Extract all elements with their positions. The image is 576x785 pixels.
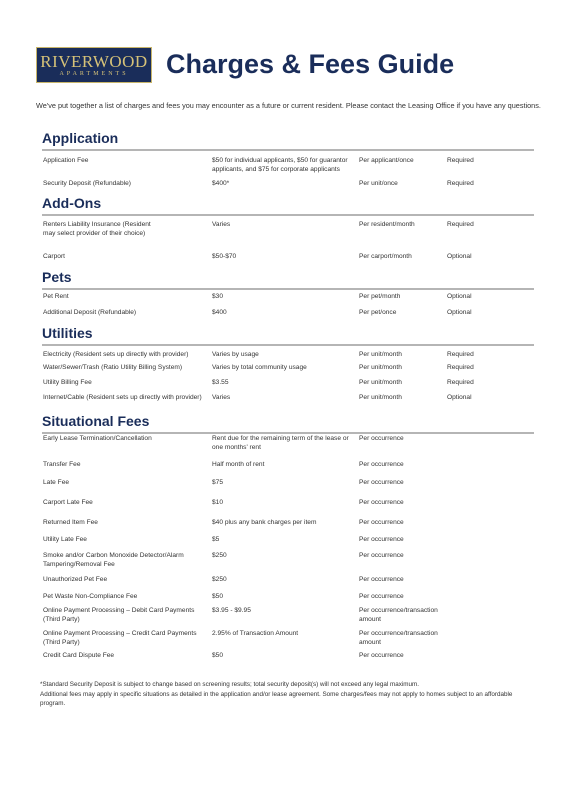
- fee-frequency: Per occurrence: [359, 552, 404, 559]
- fee-frequency: Per carport/month: [359, 253, 412, 260]
- section-title: Utilities: [42, 325, 93, 341]
- section-divider: [42, 149, 534, 151]
- fee-name: Application Fee: [43, 157, 89, 164]
- fee-status: Required: [447, 180, 474, 187]
- fee-name: Carport Late Fee: [43, 499, 93, 506]
- footnote-security-deposit: *Standard Security Deposit is subject to change based on screening results; total security deposit(s) will not exceed any legal maximum.: [40, 681, 420, 688]
- fee-name: Carport: [43, 253, 65, 260]
- fee-frequency: Per occurrence: [359, 576, 404, 583]
- fee-amount: $50 for individual applicants, $50 for guarantor applicants, and $75 for corporate applicants: [212, 157, 348, 173]
- section-title: Situational Fees: [42, 413, 150, 429]
- fee-amount: Varies by total community usage: [212, 364, 307, 371]
- fee-amount: Rent due for the remaining term of the lease or one months' rent: [212, 435, 349, 451]
- fee-status: Required: [447, 351, 474, 358]
- footnote-additional-fees: Additional fees may apply in specific situations as detailed in the application and/or lease agreement. Some charges/fees may not apply to homes subject to an affordable program.: [40, 691, 513, 707]
- fee-status: Optional: [447, 309, 472, 316]
- fee-amount: $75: [212, 479, 224, 486]
- fee-frequency: Per pet/month: [359, 293, 401, 300]
- fee-frequency: Per occurrence: [359, 435, 404, 442]
- fee-amount: 2.95% of Transaction Amount: [212, 630, 299, 637]
- fee-status: Optional: [447, 394, 472, 401]
- fee-frequency: Per pet/once: [359, 309, 397, 316]
- section-divider: [42, 214, 534, 216]
- fee-amount: Varies: [212, 221, 231, 228]
- fee-name: Utility Late Fee: [43, 536, 87, 543]
- fee-frequency: Per unit/month: [359, 364, 402, 371]
- fee-amount: $30: [212, 293, 224, 300]
- fee-name: Smoke and/or Carbon Monoxide Detector/Alarm Tampering/Removal Fee: [43, 552, 184, 568]
- fee-amount: Varies: [212, 394, 231, 401]
- fee-name: Online Payment Processing – Credit Card Payments (Third Party): [43, 630, 197, 646]
- section-title: Add-Ons: [42, 195, 102, 211]
- fee-amount: $5: [212, 536, 220, 543]
- fee-name: Renters Liability Insurance (Resident may select provider of their choice): [43, 221, 151, 237]
- fee-amount: Varies by usage: [212, 351, 259, 358]
- fee-name: Returned Item Fee: [43, 519, 98, 526]
- fee-name: Pet Waste Non-Compliance Fee: [43, 593, 138, 600]
- fee-name: Pet Rent: [43, 293, 69, 300]
- section-title: Application: [42, 130, 119, 146]
- fee-frequency: Per resident/month: [359, 221, 415, 228]
- logo-subtitle: APARTMENTS: [59, 70, 129, 77]
- fee-amount: Half month of rent: [212, 461, 265, 468]
- section-divider: [42, 288, 534, 290]
- intro-text: We've put together a list of charges and fees you may encounter as a future or current resident. Please contact the Leasing Office if you have any questions.: [36, 101, 541, 110]
- fee-amount: $50: [212, 652, 224, 659]
- page-title: Charges & Fees Guide: [166, 49, 455, 79]
- fee-amount: $50: [212, 593, 224, 600]
- section-title: Pets: [42, 269, 72, 285]
- fee-amount: $250: [212, 552, 227, 559]
- fee-frequency: Per occurrence: [359, 499, 404, 506]
- fee-name: Unauthorized Pet Fee: [43, 576, 108, 583]
- fee-frequency: Per applicant/once: [359, 157, 414, 164]
- logo-wordmark: RIVERWOOD: [40, 51, 148, 71]
- fee-name: Utility Billing Fee: [43, 379, 92, 386]
- section-utilities: [42, 325, 534, 346]
- fee-name: Late Fee: [43, 479, 70, 486]
- fee-name: Transfer Fee: [43, 461, 81, 468]
- fee-frequency: Per occurrence: [359, 593, 404, 600]
- fee-amount: $3.95 - $9.95: [212, 607, 251, 614]
- fee-name: Water/Sewer/Trash (Ratio Utility Billing System): [43, 364, 183, 371]
- fee-status: Required: [447, 364, 474, 371]
- section-application: [42, 130, 534, 151]
- fee-status: Required: [447, 379, 474, 386]
- fee-frequency: Per occurrence/transaction amount: [359, 607, 438, 623]
- fee-frequency: Per unit/once: [359, 180, 398, 187]
- section-add-ons: [42, 195, 534, 216]
- fee-amount: $250: [212, 576, 227, 583]
- section-situational-fees: [42, 413, 534, 434]
- fee-amount: $50-$70: [212, 253, 237, 260]
- fee-amount: $400*: [212, 180, 230, 187]
- fee-name: Internet/Cable (Resident sets up directly with provider): [43, 394, 202, 401]
- fee-amount: $400: [212, 309, 227, 316]
- fee-name: Electricity (Resident sets up directly with provider): [43, 351, 189, 358]
- fee-frequency: Per unit/month: [359, 379, 402, 386]
- section-divider: [42, 432, 534, 434]
- section-divider: [42, 344, 534, 346]
- fee-name: Security Deposit (Refundable): [43, 180, 131, 187]
- fee-frequency: Per unit/month: [359, 394, 402, 401]
- fee-status: Optional: [447, 293, 472, 300]
- fee-name: Credit Card Dispute Fee: [43, 652, 115, 659]
- fee-amount: $3.55: [212, 379, 229, 386]
- fee-status: Required: [447, 157, 474, 164]
- fee-frequency: Per occurrence: [359, 652, 404, 659]
- fee-status: Required: [447, 221, 474, 228]
- fee-frequency: Per unit/month: [359, 351, 402, 358]
- fee-frequency: Per occurrence: [359, 479, 404, 486]
- fee-amount: $10: [212, 499, 224, 506]
- fee-frequency: Per occurrence: [359, 519, 404, 526]
- fee-amount: $40 plus any bank charges per item: [212, 519, 317, 526]
- section-pets: [42, 269, 534, 290]
- fee-name: Additional Deposit (Refundable): [43, 309, 137, 316]
- fee-frequency: Per occurrence/transaction amount: [359, 630, 438, 646]
- fee-name: Early Lease Termination/Cancellation: [43, 435, 152, 442]
- riverwood-logo: [36, 47, 152, 83]
- fee-name: Online Payment Processing – Debit Card Payments (Third Party): [43, 607, 195, 623]
- fee-frequency: Per occurrence: [359, 461, 404, 468]
- fee-status: Optional: [447, 253, 472, 260]
- fee-frequency: Per occurrence: [359, 536, 404, 543]
